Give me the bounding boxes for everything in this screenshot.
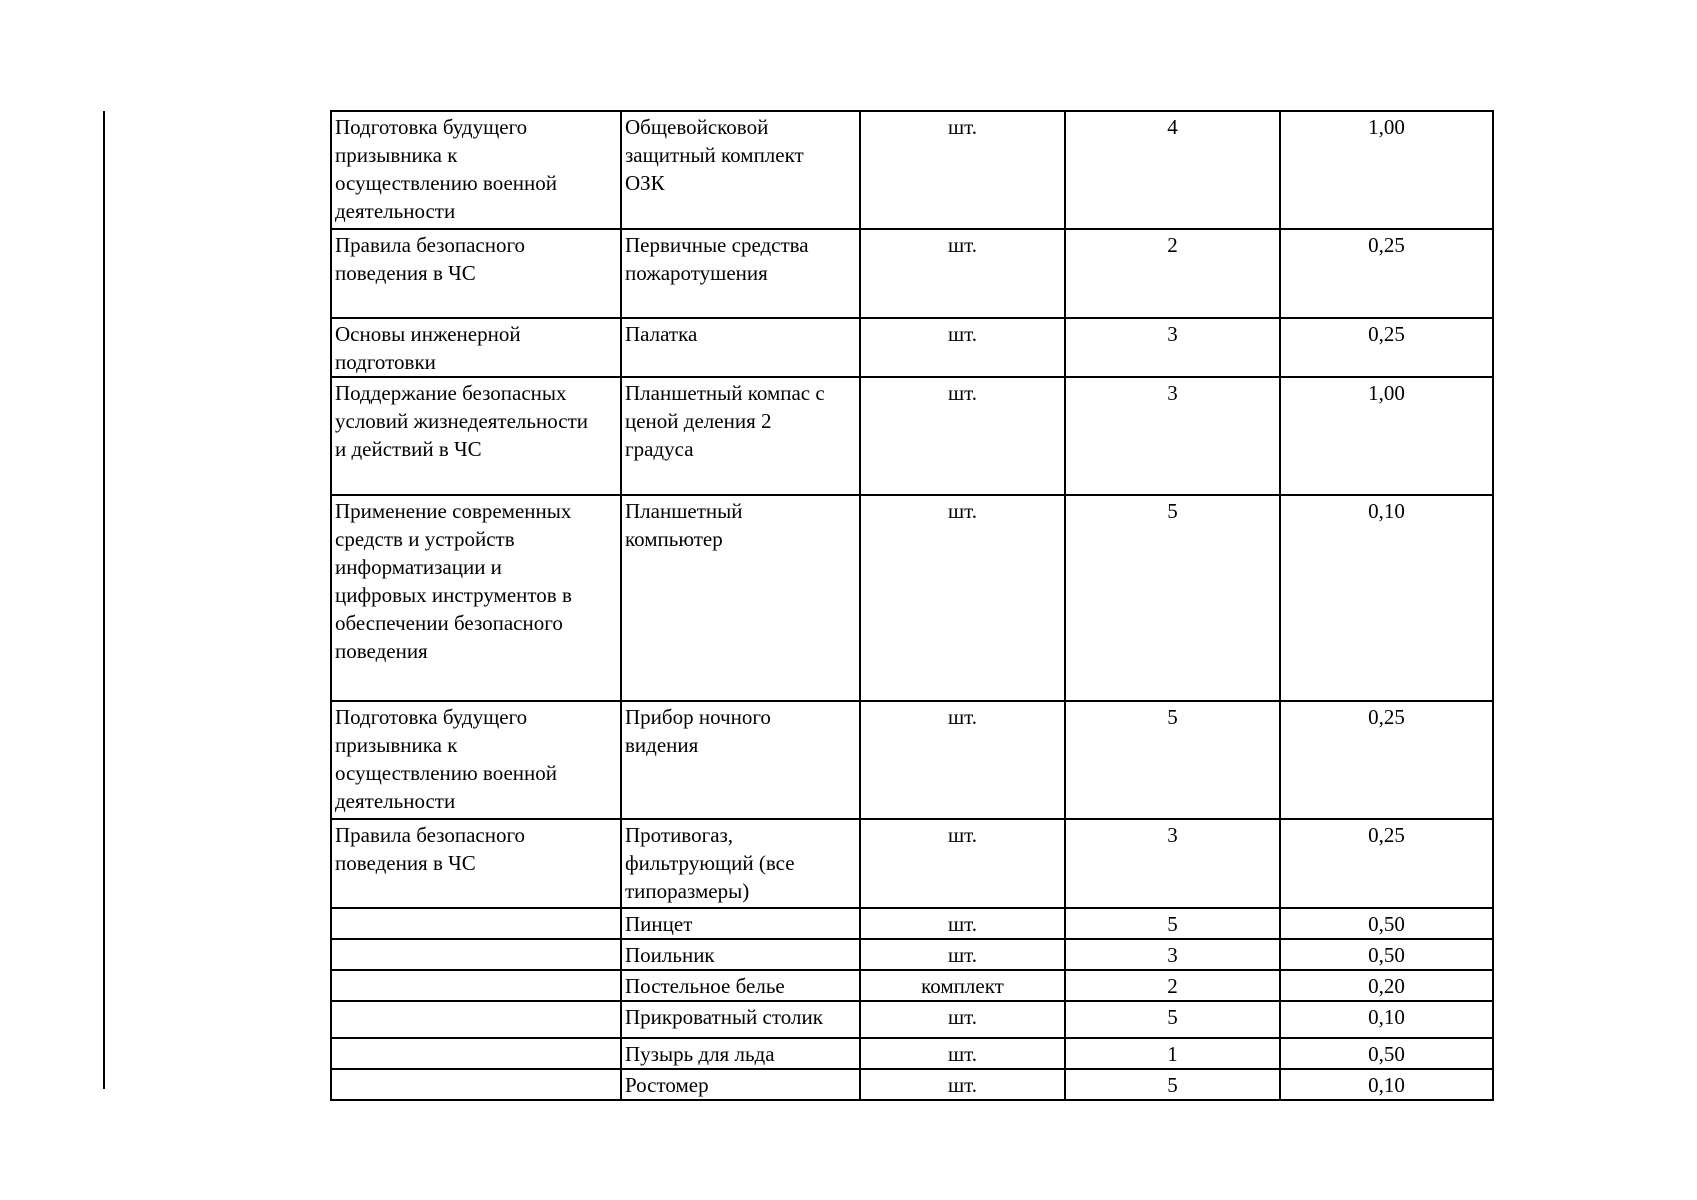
topic-cell: Правила безопасного поведения в ЧС <box>331 229 621 318</box>
unit-cell: шт. <box>860 318 1065 377</box>
item-cell: Постельное белье <box>621 970 860 1001</box>
topic-cell <box>331 1038 621 1069</box>
topic-cell: Основы инженерной подготовки <box>331 318 621 377</box>
unit-cell: шт. <box>860 377 1065 495</box>
quantity-cell: 3 <box>1065 819 1280 908</box>
coefficient-cell: 0,10 <box>1280 1001 1493 1038</box>
unit-cell: комплект <box>860 970 1065 1001</box>
table-row <box>331 939 1493 970</box>
coefficient-cell: 0,10 <box>1280 495 1493 701</box>
item-cell: Ростомер <box>621 1069 860 1100</box>
topic-cell <box>331 939 621 970</box>
item-cell: Противогаз, фильтрующий (все типоразмеры) <box>621 819 860 908</box>
coefficient-cell: 0,50 <box>1280 908 1493 939</box>
table-row <box>331 377 1493 495</box>
equipment-table <box>330 110 1494 1101</box>
item-cell: Пинцет <box>621 908 860 939</box>
topic-cell <box>331 970 621 1001</box>
coefficient-cell: 0,50 <box>1280 1038 1493 1069</box>
topic-cell <box>331 908 621 939</box>
coefficient-cell: 1,00 <box>1280 377 1493 495</box>
table-row <box>331 318 1493 377</box>
unit-cell: шт. <box>860 819 1065 908</box>
coefficient-cell: 1,00 <box>1280 111 1493 229</box>
quantity-cell: 5 <box>1065 495 1280 701</box>
topic-cell <box>331 1001 621 1038</box>
coefficient-cell: 0,25 <box>1280 318 1493 377</box>
item-cell: Общевойсковой защитный комплект ОЗК <box>621 111 860 229</box>
topic-cell: Применение современных средств и устройств информатизации и цифровых инструментов в обеспечении безопасного поведения <box>331 495 621 701</box>
unit-cell: шт. <box>860 111 1065 229</box>
table-row <box>331 908 1493 939</box>
topic-cell: Правила безопасного поведения в ЧС <box>331 819 621 908</box>
quantity-cell: 2 <box>1065 970 1280 1001</box>
table-row <box>331 1038 1493 1069</box>
item-cell: Палатка <box>621 318 860 377</box>
quantity-cell: 3 <box>1065 939 1280 970</box>
topic-cell: Подготовка будущего призывника к осуществлению военной деятельности <box>331 701 621 819</box>
coefficient-cell: 0,20 <box>1280 970 1493 1001</box>
quantity-cell: 3 <box>1065 318 1280 377</box>
coefficient-cell: 0,50 <box>1280 939 1493 970</box>
table-row <box>331 229 1493 318</box>
item-cell: Первичные средства пожаротушения <box>621 229 860 318</box>
table-row <box>331 1069 1493 1100</box>
item-cell: Прибор ночного видения <box>621 701 860 819</box>
item-cell: Планшетный компьютер <box>621 495 860 701</box>
quantity-cell: 4 <box>1065 111 1280 229</box>
table-row <box>331 495 1493 701</box>
quantity-cell: 1 <box>1065 1038 1280 1069</box>
quantity-cell: 5 <box>1065 908 1280 939</box>
coefficient-cell: 0,25 <box>1280 701 1493 819</box>
quantity-cell: 5 <box>1065 1069 1280 1100</box>
page-margin-line <box>103 111 105 1089</box>
unit-cell: шт. <box>860 908 1065 939</box>
coefficient-cell: 0,25 <box>1280 229 1493 318</box>
table-row <box>331 970 1493 1001</box>
quantity-cell: 2 <box>1065 229 1280 318</box>
table-row <box>331 1001 1493 1038</box>
coefficient-cell: 0,10 <box>1280 1069 1493 1100</box>
item-cell: Прикроватный столик <box>621 1001 860 1038</box>
quantity-cell: 5 <box>1065 1001 1280 1038</box>
item-cell: Планшетный компас с ценой деления 2 градуса <box>621 377 860 495</box>
item-cell: Пузырь для льда <box>621 1038 860 1069</box>
coefficient-cell: 0,25 <box>1280 819 1493 908</box>
topic-cell <box>331 1069 621 1100</box>
item-cell: Поильник <box>621 939 860 970</box>
unit-cell: шт. <box>860 495 1065 701</box>
quantity-cell: 3 <box>1065 377 1280 495</box>
unit-cell: шт. <box>860 1001 1065 1038</box>
topic-cell: Подготовка будущего призывника к осуществлению военной деятельности <box>331 111 621 229</box>
unit-cell: шт. <box>860 701 1065 819</box>
quantity-cell: 5 <box>1065 701 1280 819</box>
table-row <box>331 701 1493 819</box>
unit-cell: шт. <box>860 1069 1065 1100</box>
table-row <box>331 819 1493 908</box>
unit-cell: шт. <box>860 939 1065 970</box>
table-row <box>331 111 1493 229</box>
unit-cell: шт. <box>860 1038 1065 1069</box>
topic-cell: Поддержание безопасных условий жизнедеятельности и действий в ЧС <box>331 377 621 495</box>
unit-cell: шт. <box>860 229 1065 318</box>
